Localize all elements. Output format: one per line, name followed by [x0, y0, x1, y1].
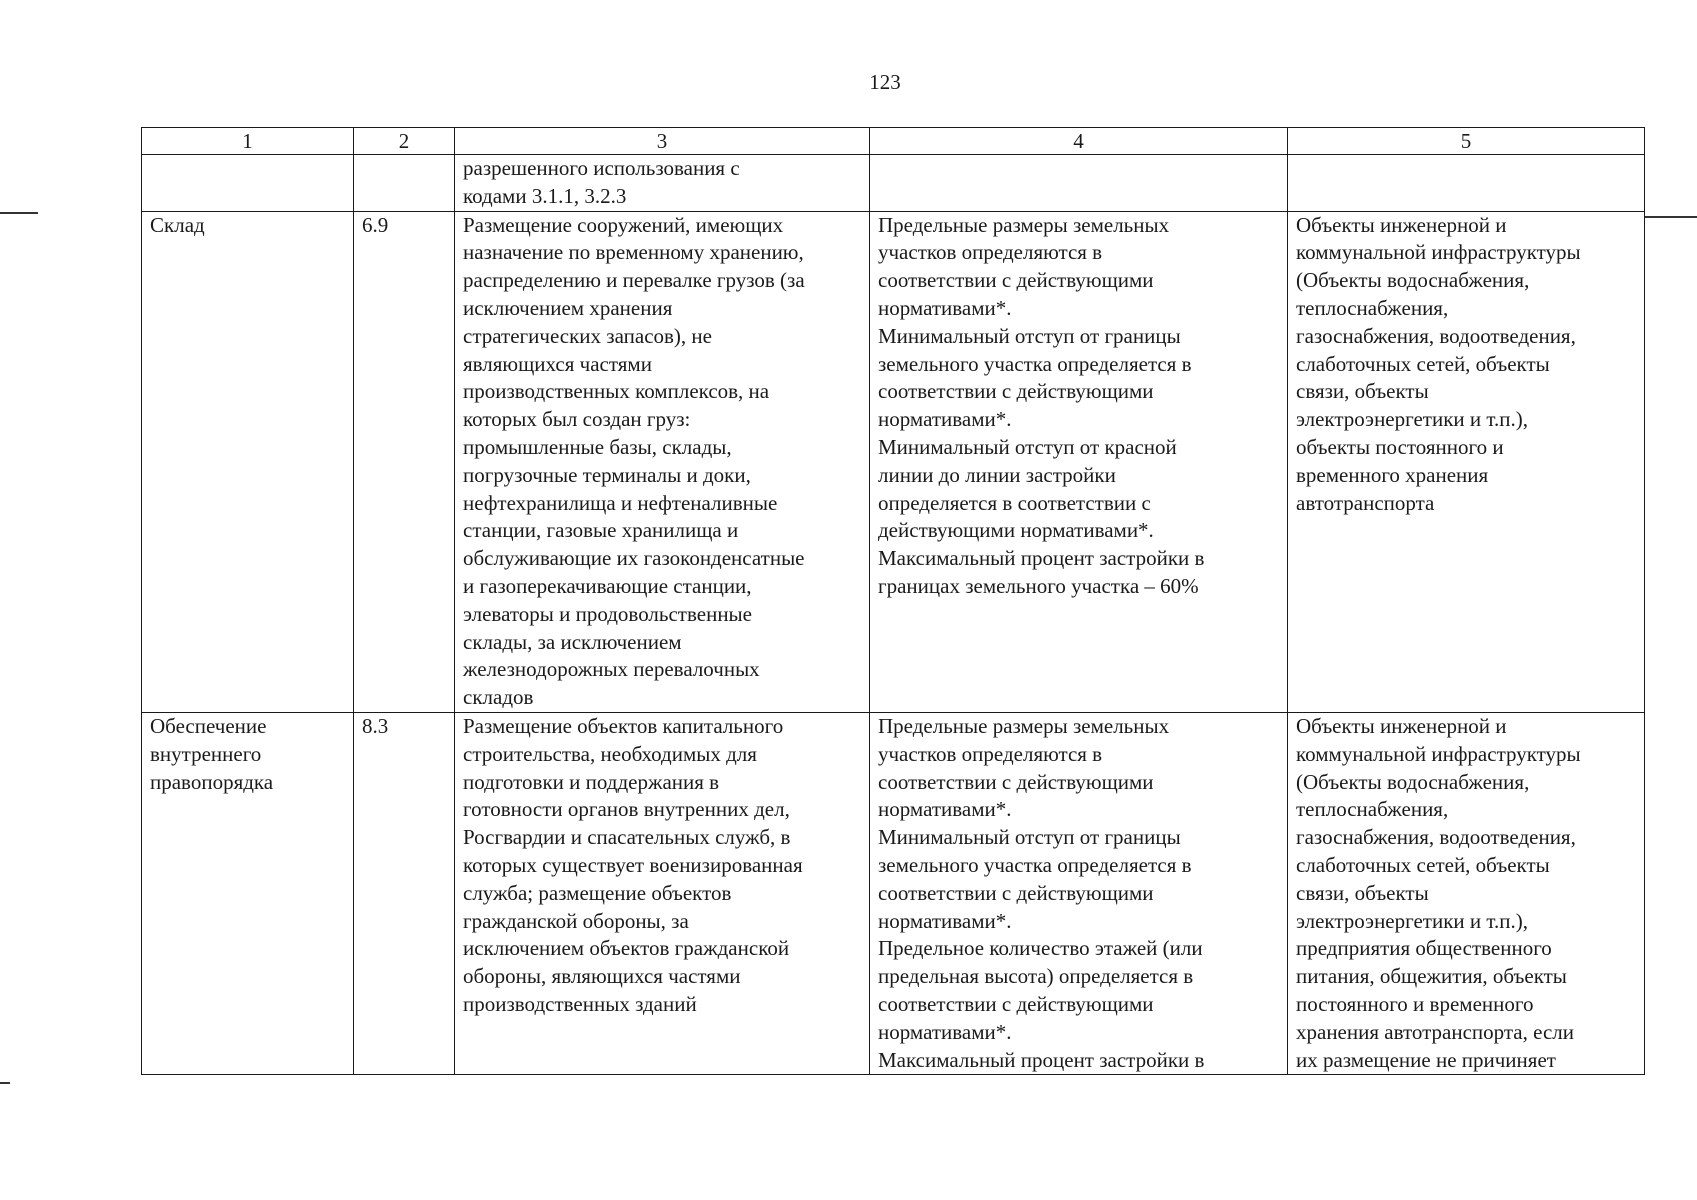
scan-mark-right-top — [1645, 216, 1697, 218]
header-col-3: 3 — [455, 128, 870, 155]
table-row — [142, 211, 1645, 712]
cell-auxiliary-uses: Объекты инженерной и коммунальной инфраструктуры (Объекты водоснабжения, теплоснабжения, газоснабжения, водоотведения, слаботочных сетей, объекты связи, объекты электроэнергетики и т.п.), предприятия общественного питания, общежития, объекты постоянного и временного хранения автотранспорта, если их размещение не причиняет — [1288, 712, 1645, 1074]
cell-parameters — [870, 155, 1288, 212]
cell-use-name: Обеспечение внутреннего правопорядка — [142, 712, 354, 1074]
cell-use-code — [354, 155, 455, 212]
cell-use-code: 6.9 — [354, 211, 455, 712]
cell-auxiliary-uses: Объекты инженерной и коммунальной инфраструктуры (Объекты водоснабжения, теплоснабжения, газоснабжения, водоотведения, слаботочных сетей, объекты связи, объекты электроэнергетики и т.п.), объекты постоянного и временного хранения автотранспорта — [1288, 211, 1645, 712]
cell-auxiliary-uses — [1288, 155, 1645, 212]
table-header-row — [142, 128, 1645, 155]
cell-use-description: разрешенного использования с кодами 3.1.1, 3.2.3 — [455, 155, 870, 212]
cell-use-name: Склад — [142, 211, 354, 712]
header-col-2: 2 — [354, 128, 455, 155]
header-col-5: 5 — [1288, 128, 1645, 155]
cell-use-name — [142, 155, 354, 212]
header-col-4: 4 — [870, 128, 1288, 155]
scan-mark-left-top — [0, 212, 38, 214]
cell-use-code: 8.3 — [354, 712, 455, 1074]
cell-use-description: Размещение объектов капитального строительства, необходимых для подготовки и поддержания в готовности органов внутренних дел, Росгвардии и спасательных служб, в которых существует военизированная служба; размещение объектов гражданской обороны, за исключением объектов гражданской обороны, являющихся частями производственных зданий — [455, 712, 870, 1074]
table-row — [142, 155, 1645, 212]
cell-parameters: Предельные размеры земельных участков определяются в соответствии с действующими нормативами*. Минимальный отступ от границы земельного участка определяется в соответствии с действующими нормативами*. Минимальный отступ от красной линии до линии застройки определяется в соответствии с действующими нормативами*. Максимальный процент застройки в границах земельного участка – 60% — [870, 211, 1288, 712]
land-use-table — [141, 127, 1645, 1075]
header-col-1: 1 — [142, 128, 354, 155]
cell-use-description: Размещение сооружений, имеющих назначение по временному хранению, распределению и перевалке грузов (за исключением хранения стратегических запасов), не являющихся частями производственных комплексов, на которых был создан груз: промышленные базы, склады, погрузочные терминалы и доки, нефтехранилища и нефтеналивные станции, газовые хранилища и обслуживающие их газоконденсатные и газоперекачивающие станции, элеваторы и продовольственные склады, за исключением железнодорожных перевалочных складов — [455, 211, 870, 712]
scan-mark-left-bottom — [0, 1082, 10, 1084]
table-row — [142, 712, 1645, 1074]
cell-parameters: Предельные размеры земельных участков определяются в соответствии с действующими нормативами*. Минимальный отступ от границы земельного участка определяется в соответствии с действующими нормативами*. Предельное количество этажей (или предельная высота) определяется в соответствии с действующими нормативами*. Максимальный процент застройки в — [870, 712, 1288, 1074]
page-number: 123 — [869, 70, 901, 94]
